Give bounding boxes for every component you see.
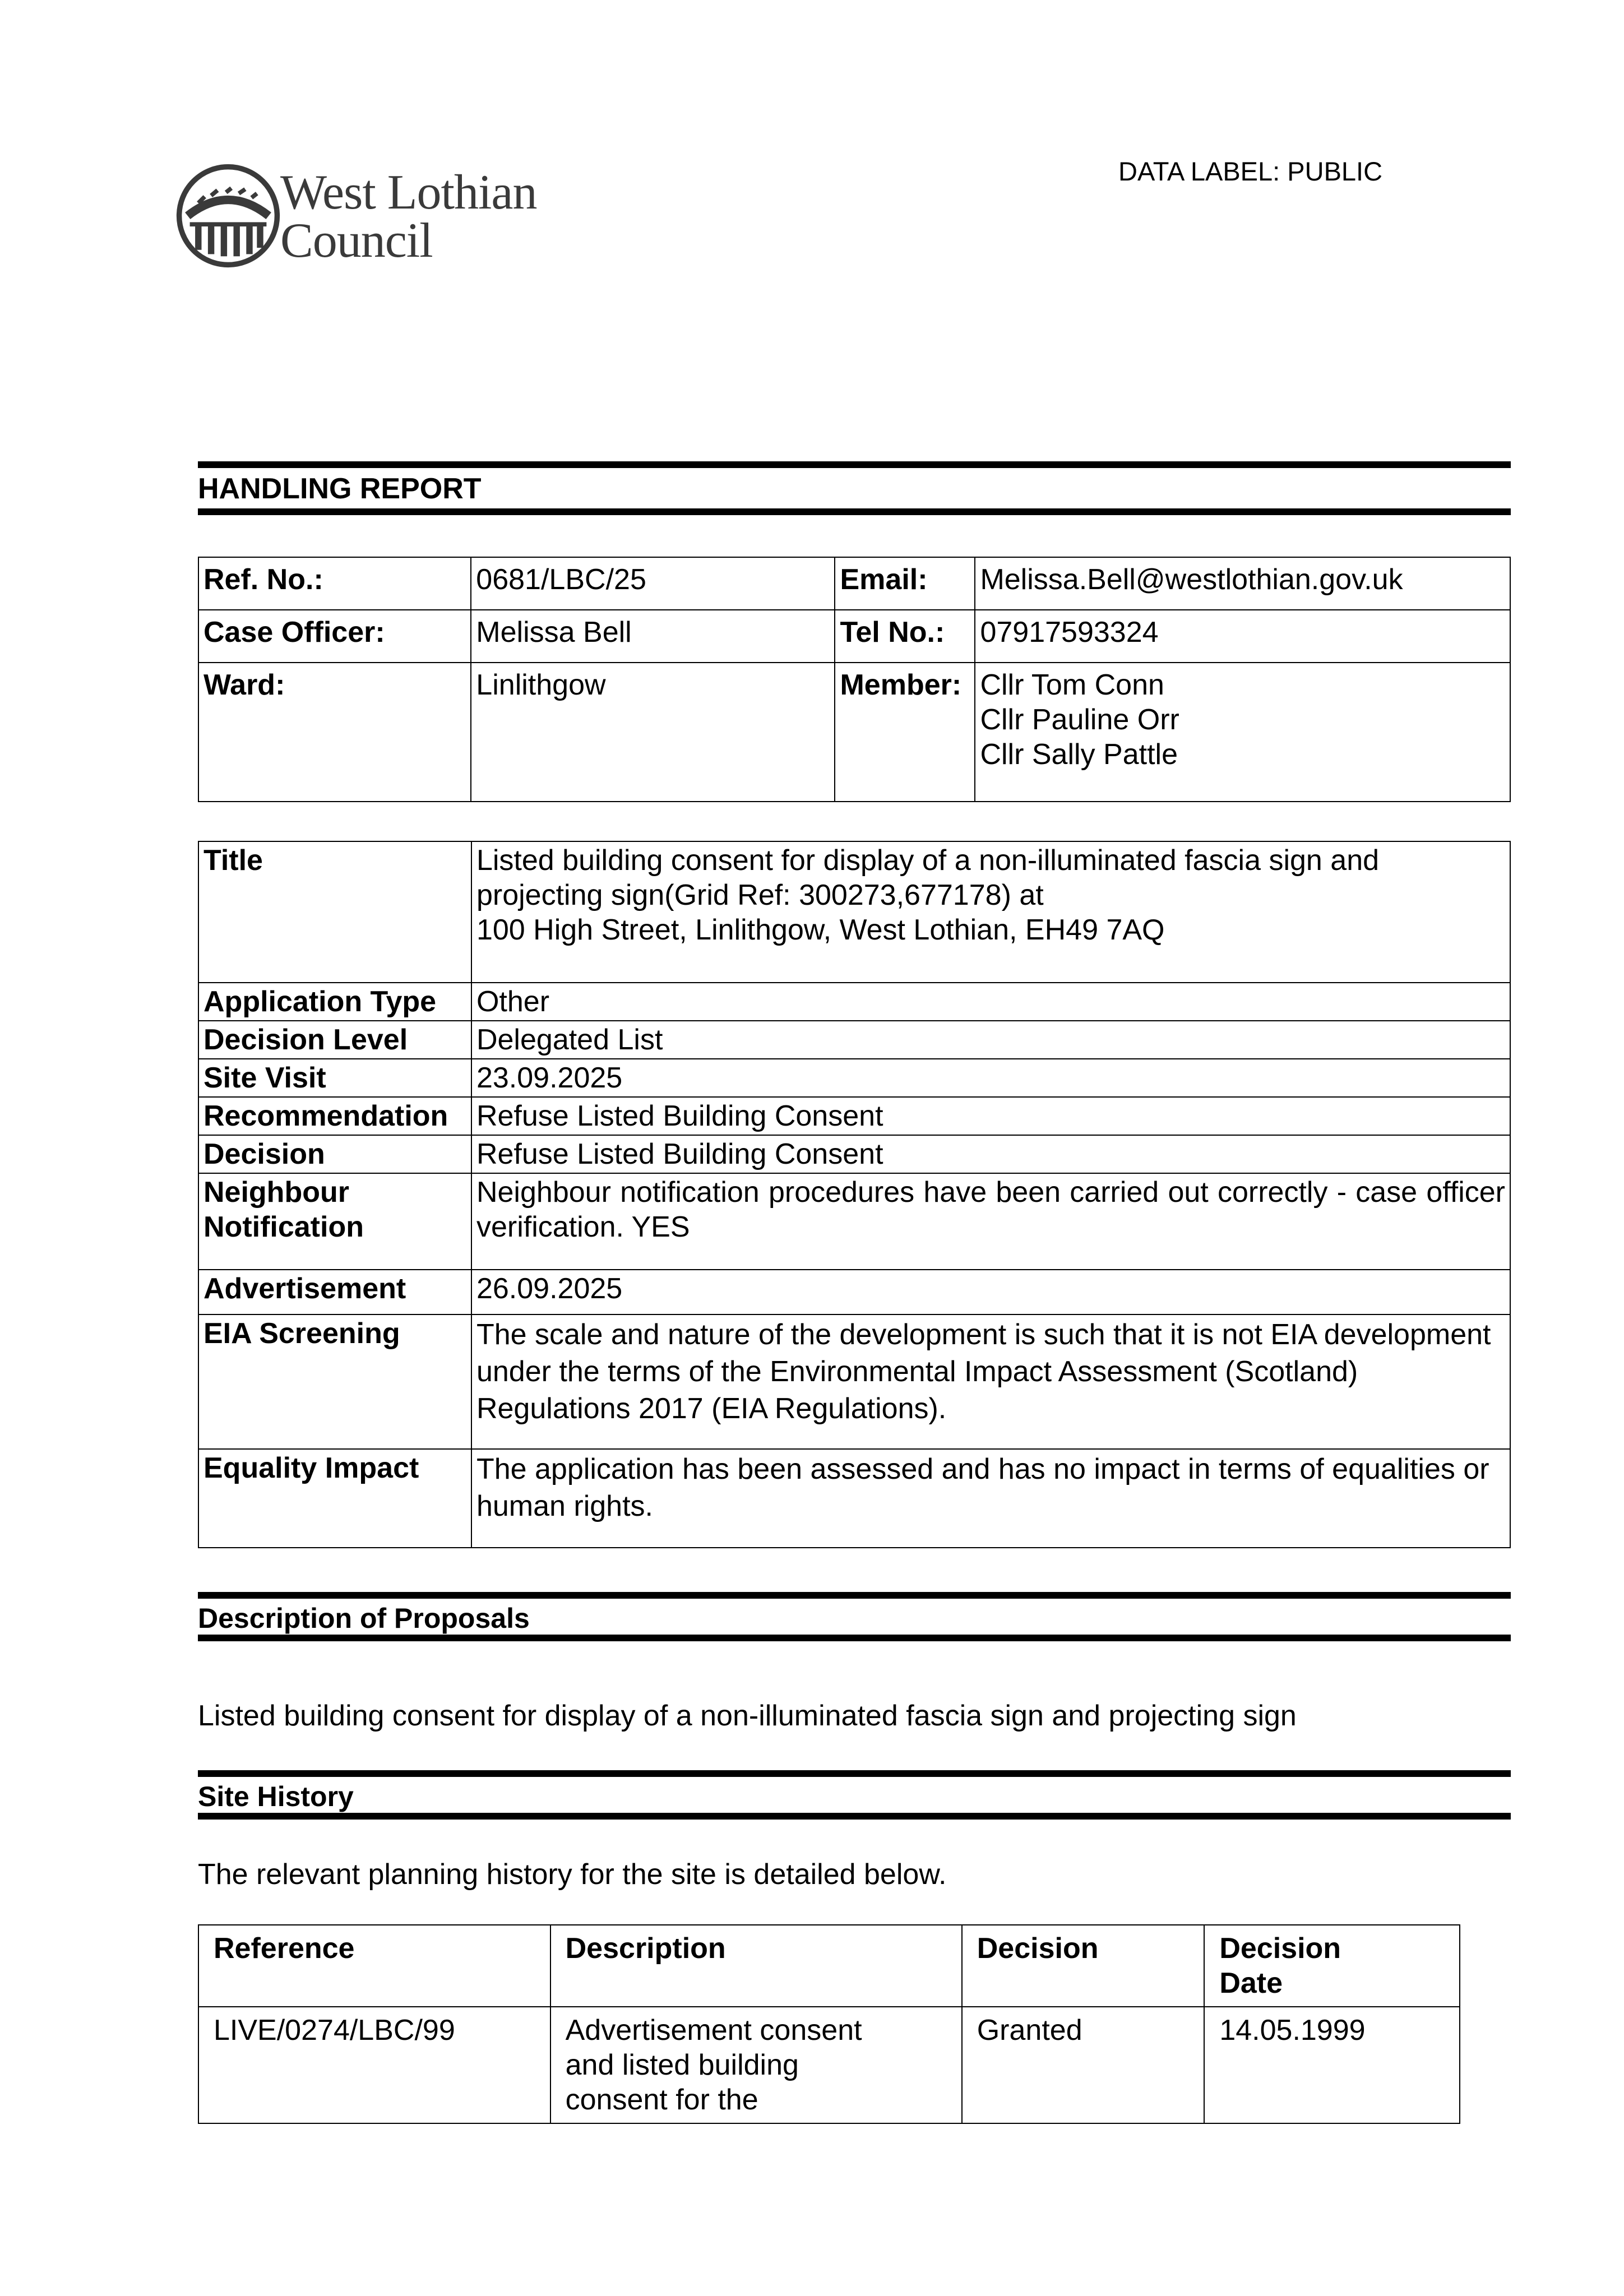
row-description — [550, 2007, 962, 2123]
site-history-intro: The relevant planning history for the site is detailed below. — [198, 1858, 947, 1891]
col-decision-date-line: Decision — [1219, 1932, 1341, 1965]
col-decision-date-line: Date — [1219, 1967, 1283, 1999]
officer-label: Case Officer: — [198, 610, 471, 663]
col-description: Description — [550, 1925, 962, 2007]
col-decision-date — [1204, 1925, 1460, 2007]
member-item: Cllr Tom Conn — [980, 669, 1164, 701]
equality-value: The application has been assessed and has no impact in terms of equalities or human rights. — [471, 1449, 1510, 1548]
site-visit-value: 23.09.2025 — [471, 1059, 1510, 1097]
recommendation-value: Refuse Listed Building Consent — [471, 1097, 1510, 1135]
decision-value: Refuse Listed Building Consent — [471, 1135, 1510, 1173]
neighbour-label-line: Neighbour — [203, 1176, 349, 1209]
description-text: Listed building consent for display of a non-illuminated fascia sign and projecting sign — [198, 1700, 1297, 1732]
member-item: Cllr Pauline Orr — [980, 703, 1179, 736]
row-description-line: Advertisement consent — [565, 2014, 862, 2047]
tel-label: Tel No.: — [835, 610, 975, 663]
description-heading — [198, 1592, 1511, 1641]
members-list — [975, 663, 1510, 802]
neighbour-label — [198, 1173, 471, 1270]
neighbour-label-line: Notification — [203, 1211, 364, 1243]
tel-value: 07917593324 — [975, 610, 1510, 663]
ward-label: Ward: — [198, 663, 471, 802]
col-decision: Decision — [962, 1925, 1205, 2007]
eia-label: EIA Screening — [198, 1314, 471, 1449]
handling-report-heading — [198, 461, 1511, 515]
row-description-line: and listed building — [565, 2049, 799, 2081]
application-details-table — [198, 841, 1511, 1548]
advert-label: Advertisement — [198, 1270, 471, 1314]
title-value — [471, 841, 1510, 983]
data-label: DATA LABEL: PUBLIC — [1118, 156, 1383, 186]
viaduct-emblem-icon — [175, 163, 281, 269]
site-history-heading — [198, 1770, 1511, 1820]
handling-report-title: HANDLING REPORT — [198, 473, 482, 505]
recommendation-label: Recommendation — [198, 1097, 471, 1135]
app-type-label: Application Type — [198, 983, 471, 1021]
ref-value: 0681/LBC/25 — [471, 557, 835, 610]
row-decision: Granted — [962, 2007, 1205, 2123]
email-value: Melissa.Bell@westlothian.gov.uk — [975, 557, 1510, 610]
row-reference: LIVE/0274/LBC/99 — [198, 2007, 550, 2123]
council-logo — [175, 160, 556, 272]
title-line: 100 High Street, Linlithgow, West Lothian, EH49 7AQ — [476, 914, 1165, 946]
row-description-line: consent for the — [565, 2084, 758, 2116]
table-row — [198, 2007, 1460, 2123]
title-line: projecting sign(Grid Ref: 300273,677178) at — [476, 879, 1044, 911]
description-title: Description of Proposals — [198, 1603, 530, 1634]
email-label: Email: — [835, 557, 975, 610]
app-type-value: Other — [471, 983, 1510, 1021]
logo-text-line2: Council — [280, 214, 433, 268]
title-line: Listed building consent for display of a non-illuminated fascia sign and — [476, 844, 1380, 877]
neighbour-value: Neighbour notification procedures have been carried out correctly - case officer verification. YES — [471, 1173, 1510, 1270]
decision-level-label: Decision Level — [198, 1021, 471, 1059]
decision-label: Decision — [198, 1135, 471, 1173]
site-history-title: Site History — [198, 1781, 354, 1812]
title-label: Title — [198, 841, 471, 983]
equality-label: Equality Impact — [198, 1449, 471, 1548]
ward-value: Linlithgow — [471, 663, 835, 802]
eia-value: The scale and nature of the development is such that it is not EIA development under the terms of the Environmental Impact Assessment (Scotland) Regulations 2017 (EIA Regulations). — [471, 1314, 1510, 1449]
row-date: 14.05.1999 — [1204, 2007, 1460, 2123]
ref-label: Ref. No.: — [198, 557, 471, 610]
case-details-table — [198, 557, 1511, 802]
site-visit-label: Site Visit — [198, 1059, 471, 1097]
col-reference: Reference — [198, 1925, 550, 2007]
logo-text-line1: West Lothian — [280, 165, 537, 220]
decision-level-value: Delegated List — [471, 1021, 1510, 1059]
member-item: Cllr Sally Pattle — [980, 738, 1178, 771]
member-label: Member: — [835, 663, 975, 802]
officer-value: Melissa Bell — [471, 610, 835, 663]
site-history-table — [198, 1924, 1460, 2124]
advert-value: 26.09.2025 — [471, 1270, 1510, 1314]
